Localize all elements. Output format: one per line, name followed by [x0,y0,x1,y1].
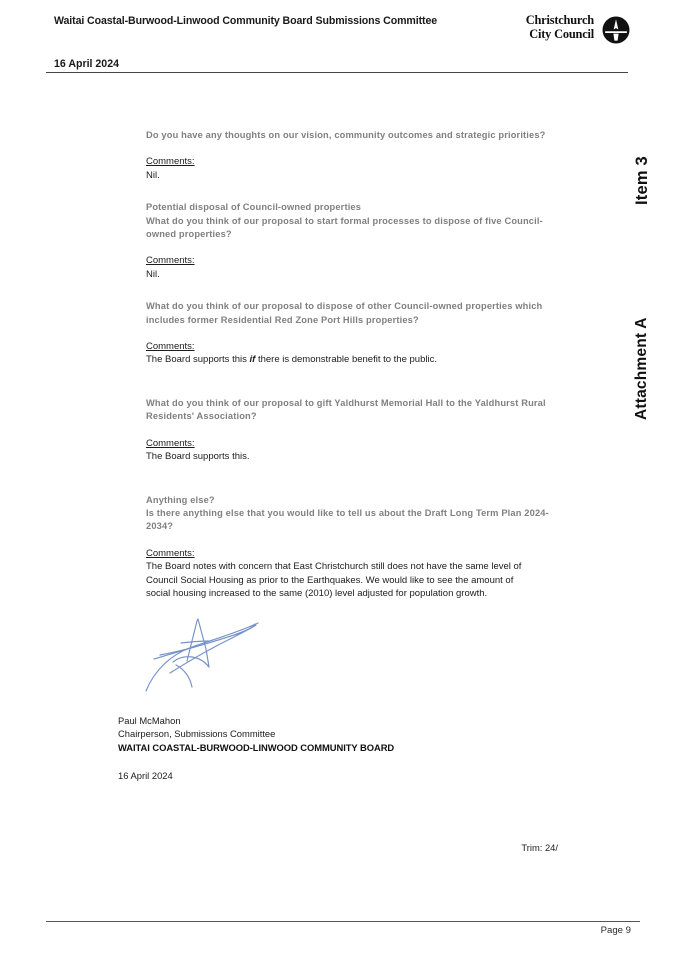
council-logo [505,14,630,50]
comments-label: Comments: [146,547,195,559]
answer-text: Nil. [146,268,160,280]
footer-divider [46,921,640,922]
section-disposal-red-zone [146,300,564,367]
question-text: includes former Residential Red Zone Port Hills properties? [146,314,419,325]
section-disposal-five [146,201,564,281]
question-text: Residents' Association? [146,411,257,422]
question-text: What do you think of our proposal to gift Yaldhurst Memorial Hall to the Yaldhurst Rural [146,397,546,408]
signatory-name: Paul McMahon [118,715,181,726]
question-text: 2034? [146,521,174,532]
question-text: What do you think of our proposal to start formal processes to dispose of five Council- [146,215,543,226]
answer-text: Council Social Housing as prior to the Earthquakes. We would like to see the amount of [146,574,514,586]
comments-label: Comments: [146,156,195,168]
question-text: Do you have any thoughts on our vision, community outcomes and strategic priorities? [146,130,546,140]
answer-text: The Board supports this. [146,451,250,463]
header-date: 16 April 2024 [54,58,119,70]
submission-body [146,129,564,600]
side-label-attachment: Attachment A [633,317,650,420]
question-heading: Potential disposal of Council-owned properties [146,202,362,213]
christchurch-city-council-emblem-icon [602,16,630,44]
answer-text: social housing increased to the same (2010) level adjusted for population growth. [146,587,488,599]
signatory-board: WAITAI COASTAL-BURWOOD-LINWOOD COMMUNITY BOARD [118,741,395,753]
comments-label: Comments: [146,255,195,267]
signature-image [140,603,270,695]
question-text: owned properties? [146,229,232,240]
side-label-item: Item 3 [633,156,651,205]
question-heading: Anything else? [146,494,215,505]
trim-reference: Trim: 24/ [521,842,558,853]
comments-label: Comments: [146,437,195,449]
answer-part: The Board supports this [146,354,250,366]
section-anything-else [146,494,564,601]
section-vision [146,129,564,182]
logo-line-christchurch: Christchurch [525,13,594,27]
comments-label: Comments: [146,341,195,353]
answer-text [146,353,564,366]
page-number: Page 9 [600,925,631,936]
council-logo-text [526,14,594,41]
signature-date: 16 April 2024 [118,770,173,781]
answer-emphasis: if [249,354,256,366]
header-title: Waitai Coastal-Burwood-Linwood Community Board Submissions Committee [54,15,438,27]
signatory-role: Chairperson, Submissions Committee [118,728,276,740]
section-yaldhurst-hall [146,397,564,464]
signature-block [118,714,538,754]
answer-text: Nil. [146,169,160,181]
answer-part: there is demonstrable benefit to the public. [255,354,437,366]
header-divider [46,72,628,73]
question-text: What do you think of our proposal to dispose of other Council-owned properties which [146,301,543,312]
logo-line-city-council: City Council [529,26,594,41]
answer-text: The Board notes with concern that East Christchurch still does not have the same level of [146,561,522,573]
question-text: Is there anything else that you would like to tell us about the Draft Long Term Plan 2024- [146,507,549,518]
